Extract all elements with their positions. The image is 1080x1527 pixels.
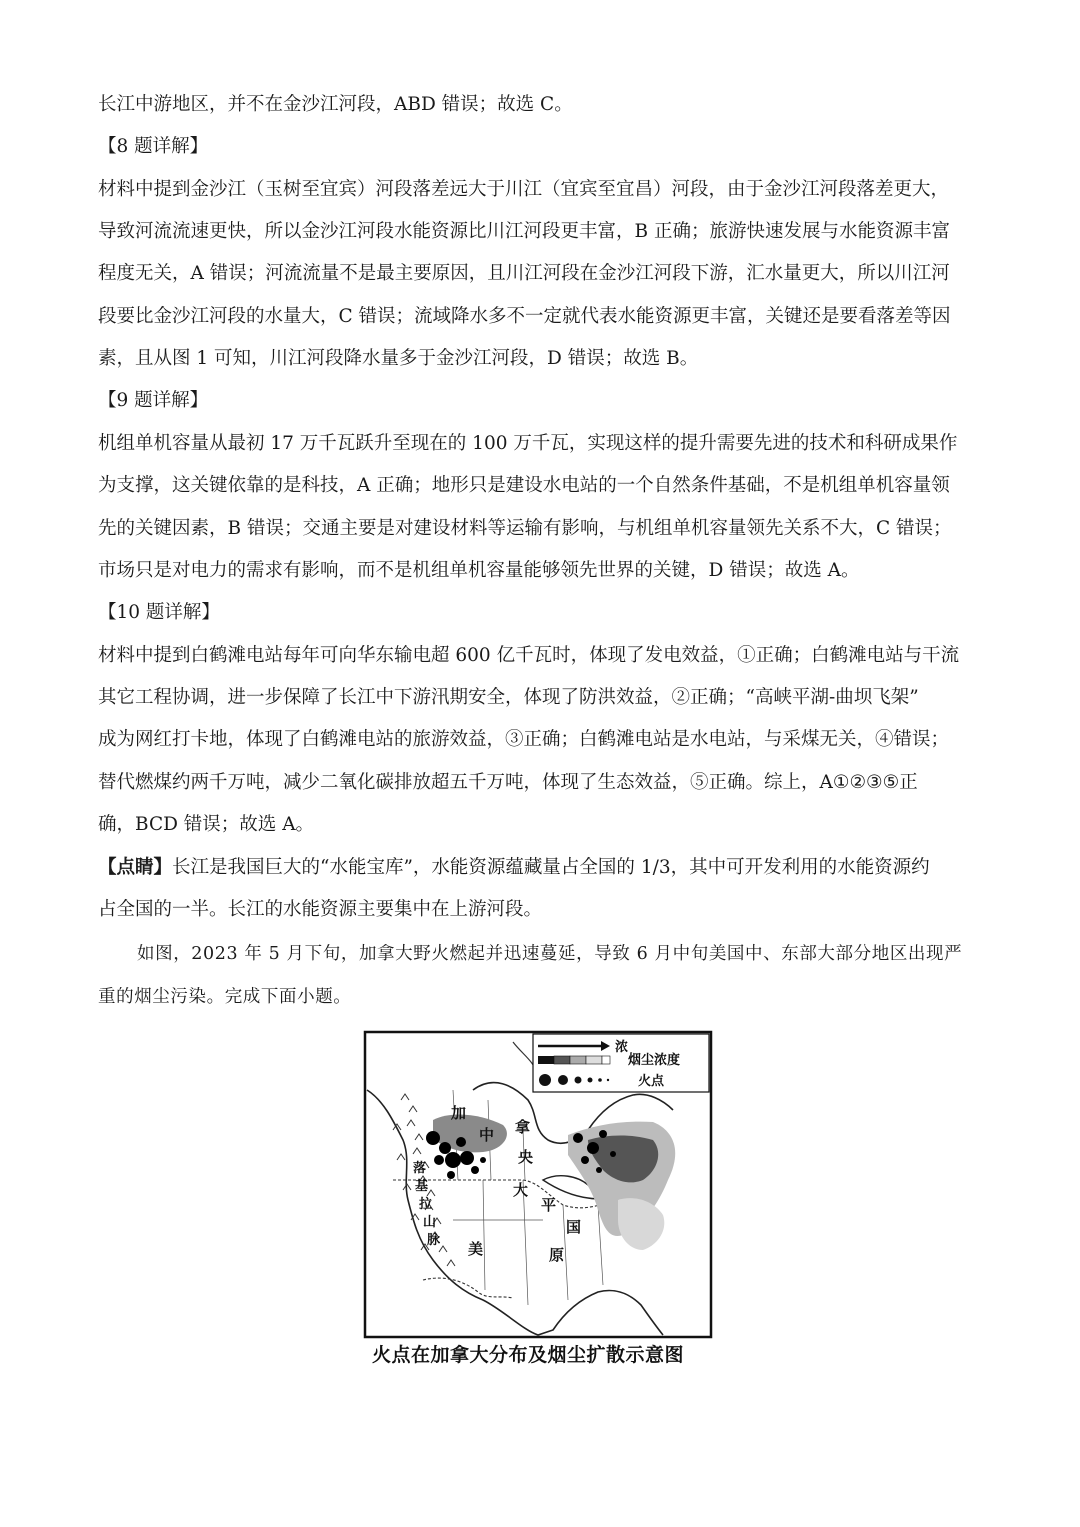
text-line: 为支撑，这关键依靠的是科技，A 正确；地形只是建设水电站的一个自然条件基础，不是机组单机容量领: [98, 475, 950, 496]
section-heading-q10: 【10 题详解】: [98, 602, 220, 623]
wildfire-smoke-map: [363, 1030, 713, 1370]
map-legend: [533, 1034, 709, 1092]
map-label: 央: [518, 1148, 534, 1166]
map-label: 脉: [427, 1233, 441, 1248]
legend-fire-label: 火点: [638, 1074, 665, 1089]
dianjing-text: 长江是我国巨大的“水能宝库”，水能资源蕴藏量占全国的 1/3，其中可开发利用的水能资源约: [172, 857, 930, 878]
map-label: 原: [549, 1246, 565, 1264]
text-line: 段要比金沙江河段的水量大，C 错误；流域降水多不一定就代表水能资源更丰富，关键还是要看落差等因: [98, 306, 951, 327]
text-line: 确，BCD 错误；故选 A。: [98, 814, 315, 835]
map-label: 中: [479, 1126, 495, 1144]
text-line: 素，且从图 1 可知，川江河段降水量多于金沙江河段，D 错误；故选 B。: [98, 348, 699, 369]
intro-line-1: 如图，2023 年 5 月下旬，加拿大野火燃起并迅速蔓延，导致 6 月中旬美国中、东部大部分地区出现严: [137, 944, 963, 964]
text-line: 导致河流流速更快，所以金沙江河段水能资源比川江河段更丰富，B 正确；旅游快速发展与水能资源丰富: [98, 221, 950, 242]
text-line: 市场只是对电力的需求有影响，而不是机组单机容量能够领先世界的关键，D 错误；故选 A。: [98, 560, 860, 581]
map-label: 拉: [419, 1197, 433, 1212]
map-label: 国: [566, 1218, 582, 1236]
text-line: 材料中提到白鹤滩电站每年可向华东输电超 600 亿千瓦时，体现了发电效益，①正确；白鹤滩电站与干流: [98, 645, 960, 666]
section-heading-q9: 【9 题详解】: [98, 390, 209, 411]
dianjing-line-2: 占全国的一半。长江的水能资源主要集中在上游河段。: [98, 899, 543, 920]
text-line: 先的关键因素，B 错误；交通主要是对建设材料等运输有影响，与机组单机容量领先关系不大，C 错误；: [98, 518, 952, 539]
legend-arrow-label: 浓: [615, 1040, 629, 1055]
text-line: 替代燃煤约两千万吨，减少二氧化碳排放超五千万吨，体现了生态效益，⑤正确。综上，A①②③⑤正: [98, 772, 918, 793]
section-heading-q8: 【8 题详解】: [98, 136, 209, 157]
text-line: 长江中游地区，并不在金沙江河段，ABD 错误；故选 C。: [98, 94, 573, 115]
map-label: 基: [415, 1179, 429, 1194]
map-label: 大: [513, 1181, 529, 1199]
map-label: 山: [423, 1215, 437, 1230]
dianjing-label: 【点睛】: [98, 857, 173, 878]
text-line: 材料中提到金沙江（玉树至宜宾）河段落差远大于川江（宜宾至宜昌）河段，由于金沙江河段落差更大，: [98, 179, 950, 200]
text-line: 其它工程协调，进一步保障了长江中下游汛期安全，体现了防洪效益，②正确；“高峡平湖-曲坝飞架”: [98, 687, 919, 708]
map-caption: 火点在加拿大分布及烟尘扩散示意图: [372, 1344, 685, 1366]
text-line: 程度无关，A 错误；河流流量不是最主要原因，且川江河段在金沙江河段下游，汇水量更大，所以川江河: [98, 263, 950, 284]
text-line: 成为网红打卡地，体现了白鹤滩电站的旅游效益，③正确；白鹤滩电站是水电站，与采煤无关，④错误；: [98, 729, 950, 750]
dianjing-line: [98, 855, 998, 881]
map-label: 美: [468, 1240, 484, 1258]
legend-smoke-label: 烟尘浓度: [628, 1053, 681, 1068]
intro-line-2: 重的烟尘污染。完成下面小题。: [98, 987, 352, 1007]
map-label: 加: [451, 1104, 467, 1122]
map-label: 拿: [515, 1118, 531, 1136]
map-label: 落: [413, 1161, 427, 1176]
text-line: 机组单机容量从最初 17 万千瓦跃升至现在的 100 万千瓦，实现这样的提升需要先进的技术和科研成果作: [98, 433, 958, 454]
map-label: 平: [541, 1196, 557, 1214]
